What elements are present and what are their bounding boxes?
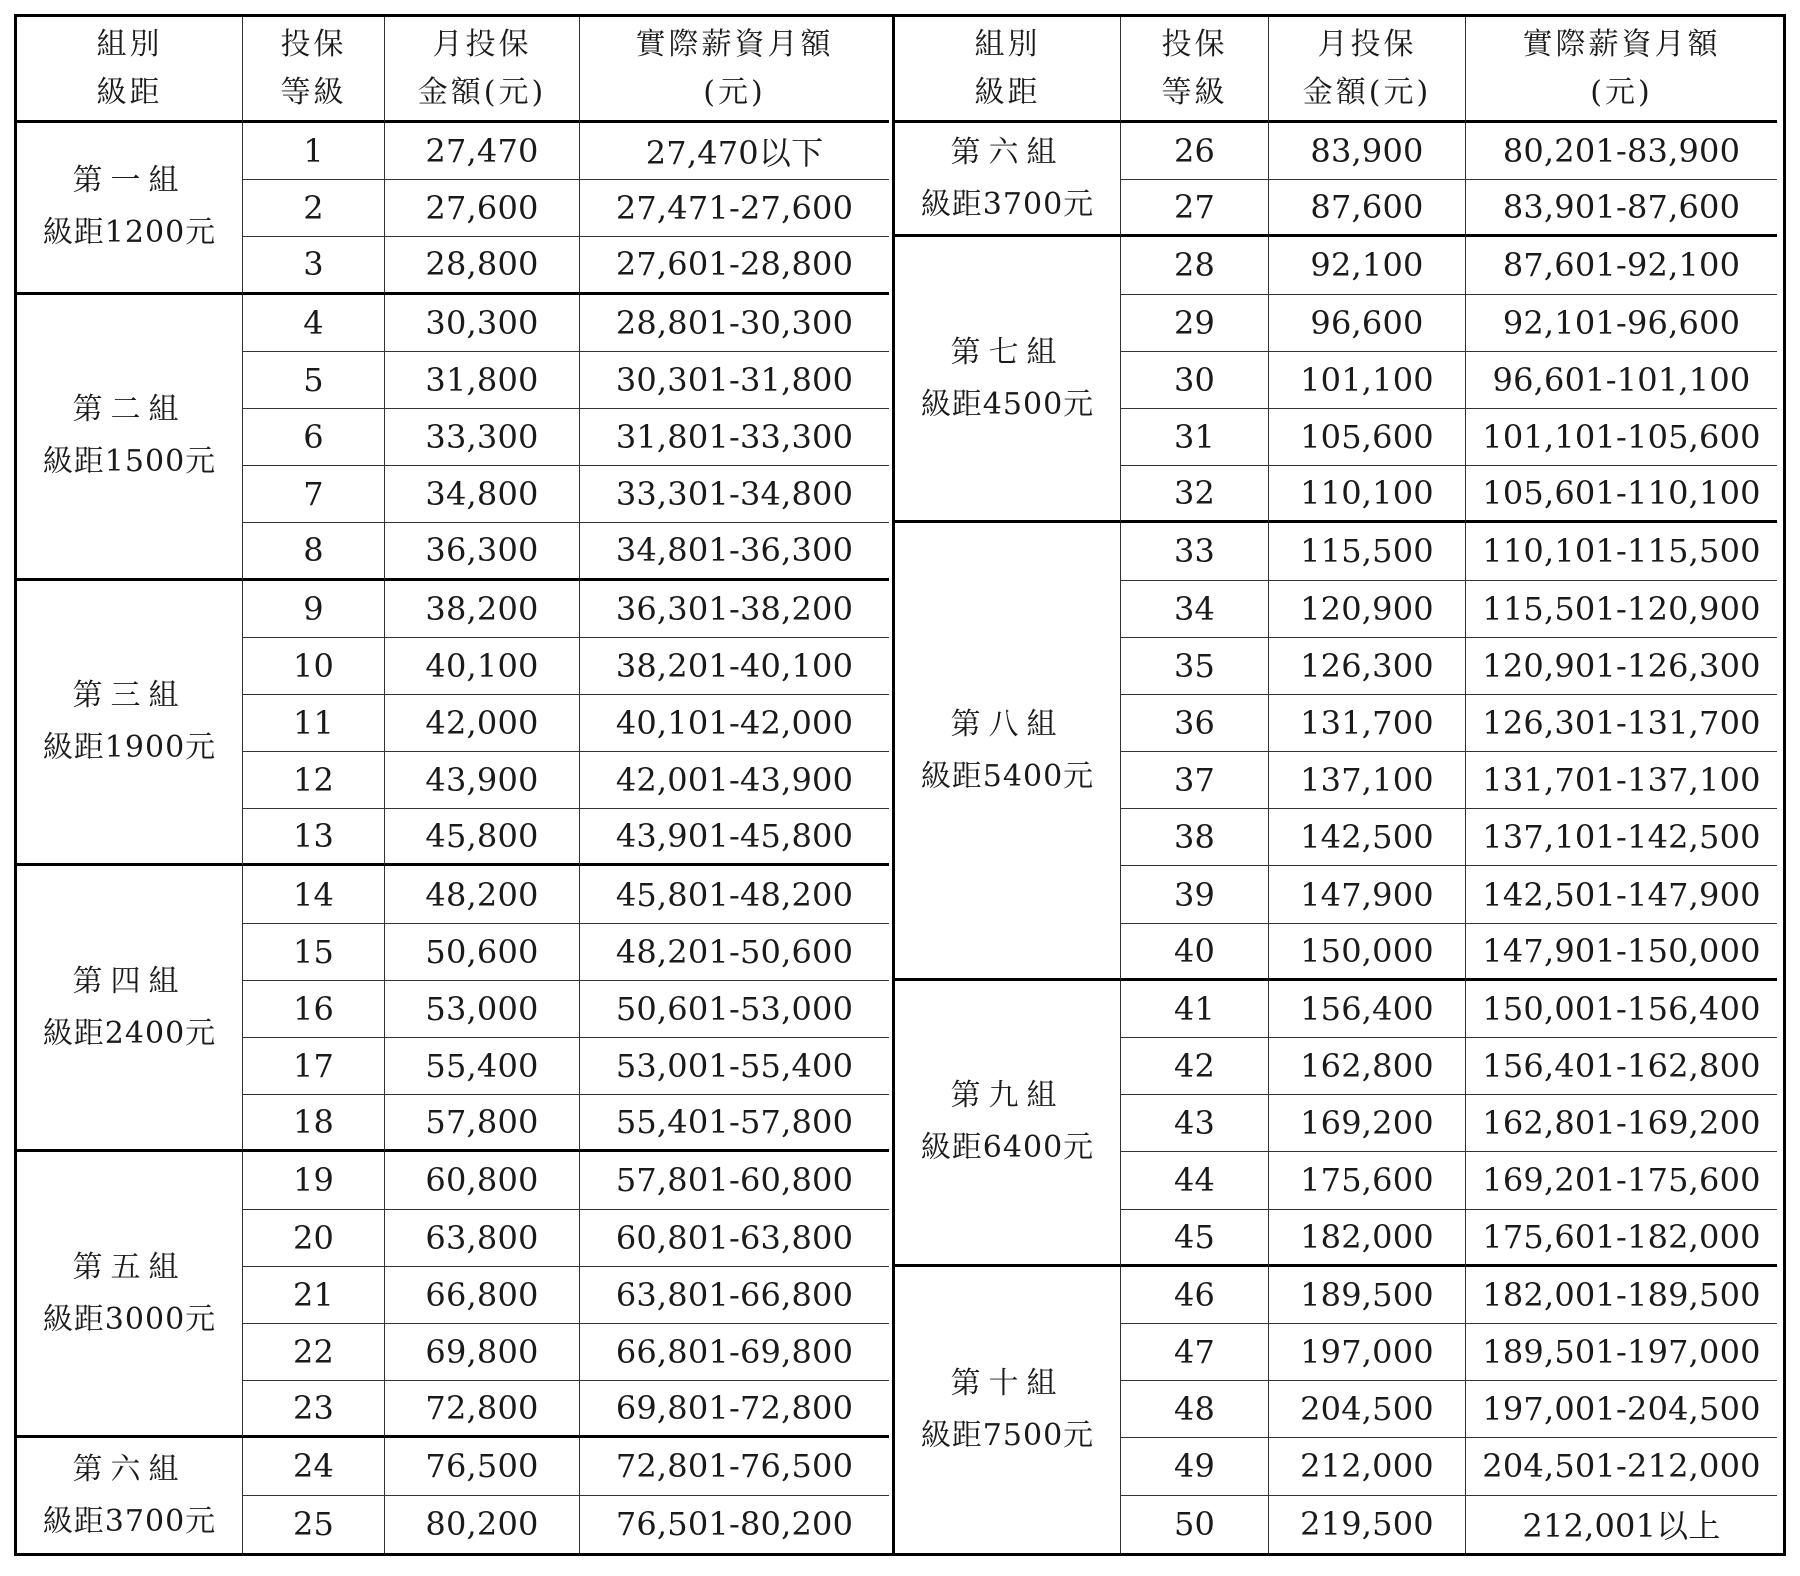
grade-cell: 40 — [1121, 924, 1269, 981]
group-cell — [895, 123, 1121, 237]
salary-cell: 31,801-33,300 — [580, 409, 889, 466]
salary-cell: 30,301-31,800 — [580, 352, 889, 409]
grade-cell: 41 — [1121, 981, 1269, 1038]
group-cell — [895, 523, 1121, 981]
header-salary — [580, 17, 889, 123]
group-cell — [895, 237, 1121, 523]
amount-cell: 72,800 — [385, 1381, 580, 1438]
amount-cell: 38,200 — [385, 581, 580, 638]
grade-cell: 35 — [1121, 638, 1269, 695]
group-cell — [17, 295, 243, 581]
grade-cell: 6 — [243, 409, 385, 466]
amount-cell: 169,200 — [1269, 1095, 1466, 1152]
grade-cell: 44 — [1121, 1152, 1269, 1209]
header-amount-line2: 金額(元) — [417, 74, 547, 110]
salary-cell: 197,001-204,500 — [1466, 1381, 1777, 1438]
grade-cell: 2 — [243, 180, 385, 237]
amount-cell: 36,300 — [385, 523, 580, 580]
salary-cell: 27,470以下 — [580, 123, 889, 180]
grade-cell: 36 — [1121, 695, 1269, 752]
group-name: 第十組 — [950, 1365, 1065, 1401]
salary-cell: 36,301-38,200 — [580, 581, 889, 638]
amount-cell: 80,200 — [385, 1496, 580, 1553]
grade-cell: 15 — [243, 924, 385, 981]
grade-cell: 28 — [1121, 237, 1269, 294]
amount-cell: 142,500 — [1269, 809, 1466, 866]
amount-cell: 55,400 — [385, 1038, 580, 1095]
group-spacing: 級距3000元 — [42, 1301, 217, 1337]
header-salary-line1: 實際薪資月額 — [1522, 26, 1721, 62]
grade-cell: 42 — [1121, 1038, 1269, 1095]
salary-cell: 57,801-60,800 — [580, 1152, 889, 1209]
amount-cell: 182,000 — [1269, 1210, 1466, 1267]
amount-cell: 34,800 — [385, 466, 580, 523]
amount-cell: 43,900 — [385, 752, 580, 809]
header-group — [17, 17, 243, 123]
amount-cell: 197,000 — [1269, 1324, 1466, 1381]
amount-cell: 69,800 — [385, 1324, 580, 1381]
amount-cell: 57,800 — [385, 1095, 580, 1152]
grade-cell: 37 — [1121, 752, 1269, 809]
grade-cell: 10 — [243, 638, 385, 695]
amount-cell: 27,470 — [385, 123, 580, 180]
grade-cell: 30 — [1121, 352, 1269, 409]
amount-cell: 60,800 — [385, 1152, 580, 1209]
amount-cell: 40,100 — [385, 638, 580, 695]
salary-cell: 38,201-40,100 — [580, 638, 889, 695]
table-right-half — [895, 17, 1783, 1553]
header-salary-line2: (元) — [703, 74, 766, 110]
grade-cell: 19 — [243, 1152, 385, 1209]
amount-cell: 110,100 — [1269, 466, 1466, 523]
grade-cell: 25 — [243, 1496, 385, 1553]
amount-cell: 83,900 — [1269, 123, 1466, 180]
group-spacing: 級距1900元 — [42, 729, 217, 765]
grade-cell: 4 — [243, 295, 385, 352]
grade-cell: 18 — [243, 1095, 385, 1152]
group-name: 第三組 — [72, 677, 187, 713]
grade-cell: 24 — [243, 1438, 385, 1495]
group-spacing: 級距4500元 — [920, 386, 1095, 422]
grade-cell: 12 — [243, 752, 385, 809]
amount-cell: 131,700 — [1269, 695, 1466, 752]
salary-cell: 175,601-182,000 — [1466, 1210, 1777, 1267]
grade-cell: 20 — [243, 1210, 385, 1267]
amount-cell: 126,300 — [1269, 638, 1466, 695]
salary-cell: 115,501-120,900 — [1466, 581, 1777, 638]
amount-cell: 31,800 — [385, 352, 580, 409]
amount-cell: 120,900 — [1269, 581, 1466, 638]
grade-cell: 38 — [1121, 809, 1269, 866]
salary-cell: 27,601-28,800 — [580, 237, 889, 294]
group-spacing: 級距2400元 — [42, 1015, 217, 1051]
salary-cell: 92,101-96,600 — [1466, 295, 1777, 352]
group-cell — [895, 981, 1121, 1267]
amount-cell: 212,000 — [1269, 1438, 1466, 1495]
grade-cell: 22 — [243, 1324, 385, 1381]
grade-cell: 26 — [1121, 123, 1269, 180]
salary-cell: 33,301-34,800 — [580, 466, 889, 523]
grade-cell: 31 — [1121, 409, 1269, 466]
amount-cell: 147,900 — [1269, 866, 1466, 923]
header-grade — [1121, 17, 1269, 123]
grade-cell: 34 — [1121, 581, 1269, 638]
group-spacing: 級距1200元 — [42, 215, 217, 251]
salary-cell: 53,001-55,400 — [580, 1038, 889, 1095]
amount-cell: 76,500 — [385, 1438, 580, 1495]
group-spacing: 級距5400元 — [920, 758, 1095, 794]
header-salary-line1: 實際薪資月額 — [635, 26, 834, 62]
group-name: 第七組 — [950, 334, 1065, 370]
grade-cell: 49 — [1121, 1438, 1269, 1495]
salary-cell: 212,001以上 — [1522, 1507, 1721, 1546]
salary-cell: 83,901-87,600 — [1466, 180, 1777, 237]
header-amount-line2: 金額(元) — [1302, 74, 1432, 110]
group-spacing: 級距3700元 — [920, 186, 1095, 222]
header-group — [895, 17, 1121, 123]
header-salary-line2: (元) — [1590, 74, 1653, 110]
group-spacing: 級距7500元 — [920, 1417, 1095, 1453]
group-cell — [895, 1267, 1121, 1553]
header-amount — [1269, 17, 1466, 123]
salary-cell: 50,601-53,000 — [580, 981, 889, 1038]
amount-cell: 42,000 — [385, 695, 580, 752]
salary-cell: 137,101-142,500 — [1466, 809, 1777, 866]
amount-cell: 162,800 — [1269, 1038, 1466, 1095]
amount-cell: 45,800 — [385, 809, 580, 866]
grade-cell: 33 — [1121, 523, 1269, 580]
amount-cell: 66,800 — [385, 1267, 580, 1324]
grade-cell: 47 — [1121, 1324, 1269, 1381]
header-amount-line1: 月投保 — [432, 26, 532, 62]
group-spacing: 級距3700元 — [42, 1503, 217, 1539]
group-spacing: 級距1500元 — [42, 444, 217, 480]
amount-cell: 96,600 — [1269, 295, 1466, 352]
grade-cell: 48 — [1121, 1381, 1269, 1438]
grade-cell: 14 — [243, 866, 385, 923]
salary-cell: 27,471-27,600 — [580, 180, 889, 237]
group-name: 第八組 — [950, 706, 1065, 742]
salary-cell: 63,801-66,800 — [580, 1267, 889, 1324]
grade-cell: 39 — [1121, 866, 1269, 923]
amount-cell: 28,800 — [385, 237, 580, 294]
salary-cell: 105,601-110,100 — [1466, 466, 1777, 523]
grade-cell: 7 — [243, 466, 385, 523]
salary-cell: 169,201-175,600 — [1466, 1152, 1777, 1209]
grade-cell: 8 — [243, 523, 385, 580]
group-name: 第五組 — [72, 1249, 187, 1285]
amount-cell: 50,600 — [385, 924, 580, 981]
header-grade — [243, 17, 385, 123]
amount-cell: 87,600 — [1269, 180, 1466, 237]
group-cell — [17, 581, 243, 867]
amount-cell: 48,200 — [385, 866, 580, 923]
group-name: 第一組 — [72, 163, 187, 199]
grade-cell: 43 — [1121, 1095, 1269, 1152]
header-salary — [1466, 17, 1777, 123]
group-cell — [17, 1152, 243, 1438]
amount-cell: 92,100 — [1269, 237, 1466, 294]
group-name: 第九組 — [950, 1078, 1065, 1114]
grade-cell: 13 — [243, 809, 385, 866]
salary-cell: 60,801-63,800 — [580, 1210, 889, 1267]
salary-cell: 142,501-147,900 — [1466, 866, 1777, 923]
header-amount — [385, 17, 580, 123]
group-cell — [17, 1438, 243, 1552]
group-spacing: 級距6400元 — [920, 1130, 1095, 1166]
salary-cell: 28,801-30,300 — [580, 295, 889, 352]
salary-cell: 182,001-189,500 — [1466, 1267, 1777, 1324]
group-cell — [17, 123, 243, 295]
salary-cell: 150,001-156,400 — [1466, 981, 1777, 1038]
amount-cell: 33,300 — [385, 409, 580, 466]
amount-cell: 63,800 — [385, 1210, 580, 1267]
grade-cell: 29 — [1121, 295, 1269, 352]
group-name: 第二組 — [72, 392, 187, 428]
amount-cell: 189,500 — [1269, 1267, 1466, 1324]
salary-cell: 55,401-57,800 — [580, 1095, 889, 1152]
amount-cell: 204,500 — [1269, 1381, 1466, 1438]
insurance-grade-table — [14, 14, 1786, 1556]
salary-cell: 156,401-162,800 — [1466, 1038, 1777, 1095]
amount-cell: 30,300 — [385, 295, 580, 352]
amount-cell: 156,400 — [1269, 981, 1466, 1038]
salary-cell: 87,601-92,100 — [1466, 237, 1777, 294]
group-name: 第六組 — [72, 1451, 187, 1487]
amount-cell: 115,500 — [1269, 523, 1466, 580]
amount-cell: 219,500 — [1269, 1496, 1466, 1553]
salary-cell: 189,501-197,000 — [1466, 1324, 1777, 1381]
grade-cell: 3 — [243, 237, 385, 294]
grade-cell: 9 — [243, 581, 385, 638]
salary-cell: 147,901-150,000 — [1466, 924, 1777, 981]
header-group-line2: 級距 — [974, 74, 1041, 110]
table-left-half — [17, 17, 895, 1553]
grade-cell: 50 — [1121, 1496, 1269, 1553]
grade-cell: 45 — [1121, 1210, 1269, 1267]
header-grade-line1: 投保 — [1161, 26, 1228, 62]
salary-cell: 43,901-45,800 — [580, 809, 889, 866]
header-amount-line1: 月投保 — [1317, 26, 1417, 62]
grade-cell: 11 — [243, 695, 385, 752]
grade-cell: 21 — [243, 1267, 385, 1324]
grade-cell: 23 — [243, 1381, 385, 1438]
group-name: 第六組 — [950, 134, 1065, 170]
amount-cell: 101,100 — [1269, 352, 1466, 409]
header-grade-line2: 等級 — [1161, 74, 1228, 110]
grade-cell: 16 — [243, 981, 385, 1038]
grade-cell: 27 — [1121, 180, 1269, 237]
amount-cell: 137,100 — [1269, 752, 1466, 809]
amount-cell: 105,600 — [1269, 409, 1466, 466]
salary-cell: 40,101-42,000 — [580, 695, 889, 752]
salary-cell: 131,701-137,100 — [1466, 752, 1777, 809]
amount-cell: 53,000 — [385, 981, 580, 1038]
header-group-line1: 組別 — [974, 26, 1041, 62]
salary-cell: 76,501-80,200 — [615, 1505, 854, 1544]
salary-cell: 120,901-126,300 — [1466, 638, 1777, 695]
salary-cell: 204,501-212,000 — [1466, 1438, 1777, 1495]
salary-cell: 80,201-83,900 — [1466, 123, 1777, 180]
salary-cell: 162,801-169,200 — [1466, 1095, 1777, 1152]
salary-cell: 101,101-105,600 — [1466, 409, 1777, 466]
salary-cell: 66,801-69,800 — [580, 1324, 889, 1381]
header-group-line1: 組別 — [96, 26, 163, 62]
group-name: 第四組 — [72, 963, 187, 999]
grade-cell: 1 — [243, 123, 385, 180]
salary-cell: 110,101-115,500 — [1466, 523, 1777, 580]
header-grade-line2: 等級 — [280, 74, 347, 110]
salary-cell: 45,801-48,200 — [580, 866, 889, 923]
header-group-line2: 級距 — [96, 74, 163, 110]
amount-cell: 150,000 — [1269, 924, 1466, 981]
grade-cell: 17 — [243, 1038, 385, 1095]
grade-cell: 32 — [1121, 466, 1269, 523]
salary-cell: 42,001-43,900 — [580, 752, 889, 809]
group-cell — [17, 866, 243, 1152]
amount-cell: 175,600 — [1269, 1152, 1466, 1209]
header-grade-line1: 投保 — [280, 26, 347, 62]
grade-cell: 46 — [1121, 1267, 1269, 1324]
grade-cell: 5 — [243, 352, 385, 409]
salary-cell: 48,201-50,600 — [580, 924, 889, 981]
amount-cell: 27,600 — [385, 180, 580, 237]
salary-cell: 126,301-131,700 — [1466, 695, 1777, 752]
salary-cell: 69,801-72,800 — [580, 1381, 889, 1438]
salary-cell: 34,801-36,300 — [580, 523, 889, 580]
salary-cell: 96,601-101,100 — [1466, 352, 1777, 409]
salary-cell: 72,801-76,500 — [580, 1438, 889, 1495]
